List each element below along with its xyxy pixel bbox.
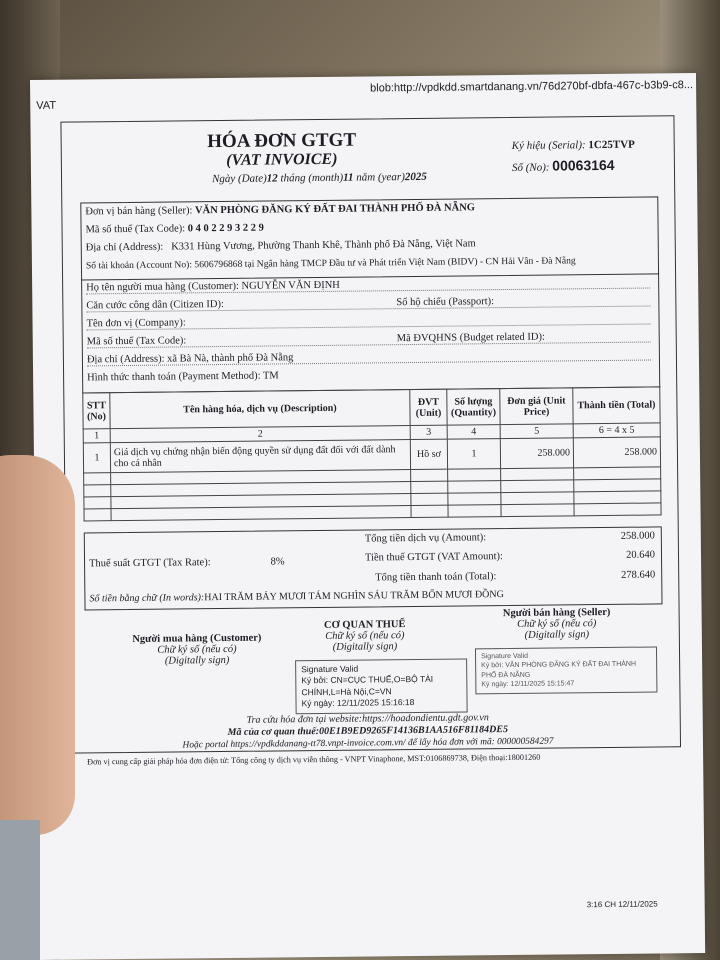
portal-link: Hoặc portal https://vpdkddanang-tt78.vnpt-invoice.com.vn/ để lấy hóa đơn với mã: 000000584297	[182, 736, 554, 751]
items-table	[82, 386, 661, 521]
tax-signature-stamp	[295, 658, 468, 714]
signed-date-text: Ký ngày: 12/11/2025 15:15:47	[481, 680, 575, 689]
invoice-title: HÓA ĐƠN GTGT	[207, 129, 357, 153]
buyer-citizen-id: Căn cước công dân (Citizen ID): Số hộ chiếu (Passport):	[86, 295, 650, 313]
seller-address: Địa chỉ (Address): K331 Hùng Vương, Phường Thanh Khê, Thành phố Đà Nẵng, Việt Nam	[85, 238, 476, 254]
tax-authority-code: Mã của cơ quan thuế:00E1B9ED9265F14136B1AA516F81184DE5	[227, 724, 509, 738]
seller-name: Đơn vị bán hàng (Seller): VĂN PHÒNG ĐĂNG KÝ ĐẤT ĐAI THÀNH PHỐ ĐÀ NẴNG	[85, 202, 475, 218]
invoice-date: Ngày (Date)12 tháng (month)11 năm (year)2025	[211, 170, 427, 186]
amount-label: Tổng tiền dịch vụ (Amount):	[364, 532, 487, 545]
col-unit-price: Đơn giá (Unit Price)	[500, 388, 573, 425]
signature-valid-text: Signature Valid	[481, 652, 529, 661]
row-quantity: 1	[447, 439, 500, 470]
signed-by-text: Ký bởi: VĂN PHÒNG ĐĂNG KÝ ĐẤT ĐAI THÀNH PHỐ ĐÀ NẴNG	[481, 661, 637, 680]
buyer-company: Tên đơn vị (Company):	[86, 313, 650, 331]
index-cell: 3	[410, 425, 447, 439]
invoice-number: Số (No): 00063164	[511, 156, 615, 174]
row-unit-price: 258.000	[500, 438, 573, 469]
col-unit: ĐVT (Unit)	[410, 389, 447, 425]
row-no: 1	[83, 443, 110, 473]
sleeve	[0, 820, 40, 960]
row-unit: Hồ sơ	[410, 439, 447, 469]
seller-tax: Mã số thuế (Tax Code): 0 4 0 2 2 9 3 2 2 9	[85, 222, 264, 236]
col-quantity: Số lượng (Quantity)	[447, 389, 500, 426]
page-header-url: blob:http://vpdkdd.smartdanang.vn/76d270bf-dbfa-467c-b3b9-c8...	[370, 79, 694, 95]
payment-method: Hình thức thanh toán (Payment Method): TM	[87, 370, 279, 384]
invoice-paper	[30, 73, 705, 960]
amount-in-words: Số tiền bằng chữ (In words):HAI TRĂM BẢY MƯƠI TÁM NGHÌN SÁU TRĂM BỐN MƯƠI ĐỒNG	[89, 589, 504, 605]
row-description: Giá dịch vụ chứng nhận biến động quyền sử dụng đất đối với đất dành cho cá nhân	[110, 440, 410, 473]
col-description: Tên hàng hóa, dịch vụ (Description)	[110, 390, 410, 429]
buyer-budget-id: Mã ĐVQHNS (Budget related ID):	[396, 331, 545, 345]
col-total: Thành tiền (Total)	[573, 387, 660, 424]
index-cell: 1	[83, 429, 110, 443]
holding-hand	[0, 455, 75, 835]
signed-date-text: Ký ngày: 12/11/2025 15:16:18	[301, 697, 415, 709]
seller-box	[80, 196, 659, 280]
invoice-subtitle: (VAT INVOICE)	[226, 150, 338, 169]
index-cell: 4	[447, 425, 500, 440]
index-cell: 6 = 4 x 5	[573, 423, 660, 438]
signed-by-text: Ký bởi: CN=CỤC THUẾ,O=BỘ TÀI CHÍNH,L=Hà Nội,C=VN	[301, 674, 434, 698]
seller-account: Số tài khoản (Account No): 5606796868 tại Ngân hàng TMCP Đầu tư và Phát triển Việt Nam (BIDV) - CN Hải Vân - Đà Nẵng	[85, 255, 576, 272]
signature-valid-text: Signature Valid	[301, 663, 359, 675]
tax-rate: Thuế suất GTGT (Tax Rate): 8%	[89, 556, 285, 570]
row-total: 258.000	[573, 437, 660, 468]
table-header-row	[83, 387, 660, 429]
seller-signature-stamp	[475, 646, 657, 694]
page-header-left: VAT	[36, 99, 57, 112]
buyer-passport: Số hộ chiếu (Passport):	[396, 296, 495, 309]
invoice-serial: Ký hiệu (Serial): 1C25TVP	[511, 138, 635, 152]
vat-label: Tiền thuế GTGT (VAT Amount):	[364, 551, 503, 564]
buyer-tax: Mã số thuế (Tax Code): Mã ĐVQHNS (Budget related ID):	[87, 331, 651, 349]
buyer-address: Địa chỉ (Address): xã Bà Nà, thành phố Đà Nẵng	[87, 349, 651, 367]
col-no: STT (No)	[83, 393, 110, 429]
invoice-frame	[60, 115, 681, 753]
total-label: Tổng tiền thanh toán (Total):	[375, 571, 497, 584]
buyer-box	[81, 272, 660, 393]
index-cell: 2	[110, 426, 410, 443]
totals-box	[84, 526, 663, 610]
print-timestamp: 3:16 CH 12/11/2025	[586, 899, 658, 910]
seller-signature: Người bán hàng (Seller) Chữ ký số (nếu có) (Digitally sign)	[502, 606, 611, 641]
vat-value: 20.640	[626, 549, 656, 561]
provider-info: Đơn vị cung cấp giải pháp hóa đơn điện tử: Tổng công ty dịch vụ viễn thông - VNPT Vinaphone, MST:0106869738, Điện thoại:18001260	[87, 752, 541, 767]
buyer-signature: Người mua hàng (Customer) Chữ ký số (nếu có) (Digitally sign)	[132, 632, 262, 667]
tax-authority-signature: CƠ QUAN THUẾ Chữ ký số (nếu có) (Digitally sign)	[323, 619, 406, 653]
lookup-website: Tra cứu hóa đơn tại website:https://hoadondientu.gdt.gov.vn	[246, 712, 489, 726]
amount-value: 258.000	[620, 530, 655, 542]
total-value: 278.640	[621, 569, 656, 581]
index-cell: 5	[500, 424, 573, 439]
buyer-name: Họ tên người mua hàng (Customer): NGUYỄN VĂN ĐỊNH	[86, 277, 650, 295]
